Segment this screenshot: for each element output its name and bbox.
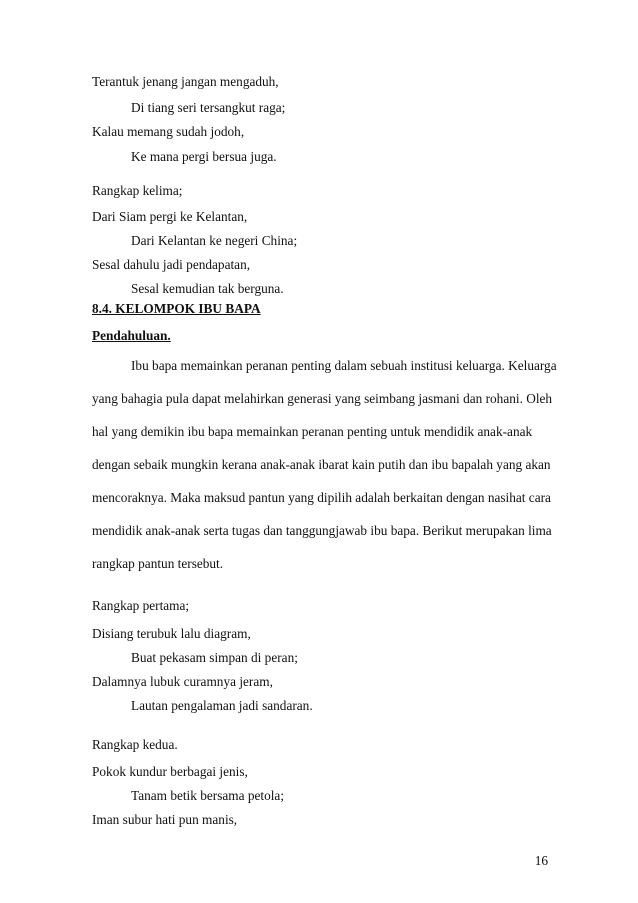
pantun-line: Pokok kundur berbagai jenis, [92,764,248,779]
section-heading: 8.4. KELOMPOK IBU BAPA [92,301,261,316]
pantun-line: Iman subur hati pun manis, [92,812,238,827]
paragraph-line: yang bahagia pula dapat melahirkan generasi yang seimbang jasmani dan rohani. Oleh [92,391,553,406]
pantun-line: Dari Siam pergi ke Kelantan, [92,209,248,224]
pantun-line: Di tiang seri tersangkut raga; [131,100,286,115]
pantun-line: Dalamnya lubuk curamnya jeram, [92,674,273,689]
pantun-line: Buat pekasam simpan di peran; [131,650,298,665]
stanza-label: Rangkap pertama; [92,598,190,613]
page-number: 16 [534,853,548,868]
pantun-line: Kalau memang sudah jodoh, [92,124,245,139]
paragraph-line: mendidik anak-anak serta tugas dan tanggungjawab ibu bapa. Berikut merupakan lima [92,523,552,538]
pantun-line: Tanam betik bersama petola; [131,788,285,803]
pantun-line: Ke mana pergi bersua juga. [131,149,277,164]
pantun-line: Disiang terubuk lalu diagram, [92,626,251,641]
pantun-line: Terantuk jenang jangan mengaduh, [92,74,279,89]
subsection-heading: Pendahuluan. [92,328,171,343]
pantun-line: Sesal dahulu jadi pendapatan, [92,257,251,272]
pantun-line: Lautan pengalaman jadi sandaran. [131,698,313,713]
pantun-line: Dari Kelantan ke negeri China; [131,233,298,248]
stanza-label: Rangkap kedua. [92,737,178,752]
paragraph-line: Ibu bapa memainkan peranan penting dalam sebuah institusi keluarga. Keluarga [131,358,557,373]
paragraph-line: dengan sebaik mungkin kerana anak-anak ibarat kain putih dan ibu bapalah yang akan [92,457,551,472]
stanza-label: Rangkap kelima; [92,183,183,198]
pantun-line: Sesal kemudian tak berguna. [131,281,284,296]
paragraph-line: rangkap pantun tersebut. [92,556,224,571]
paragraph-line: hal yang demikin ibu bapa memainkan peranan penting untuk mendidik anak-anak [92,424,533,439]
paragraph-line: mencoraknya. Maka maksud pantun yang dipilih adalah berkaitan dengan nasihat cara [92,490,551,505]
